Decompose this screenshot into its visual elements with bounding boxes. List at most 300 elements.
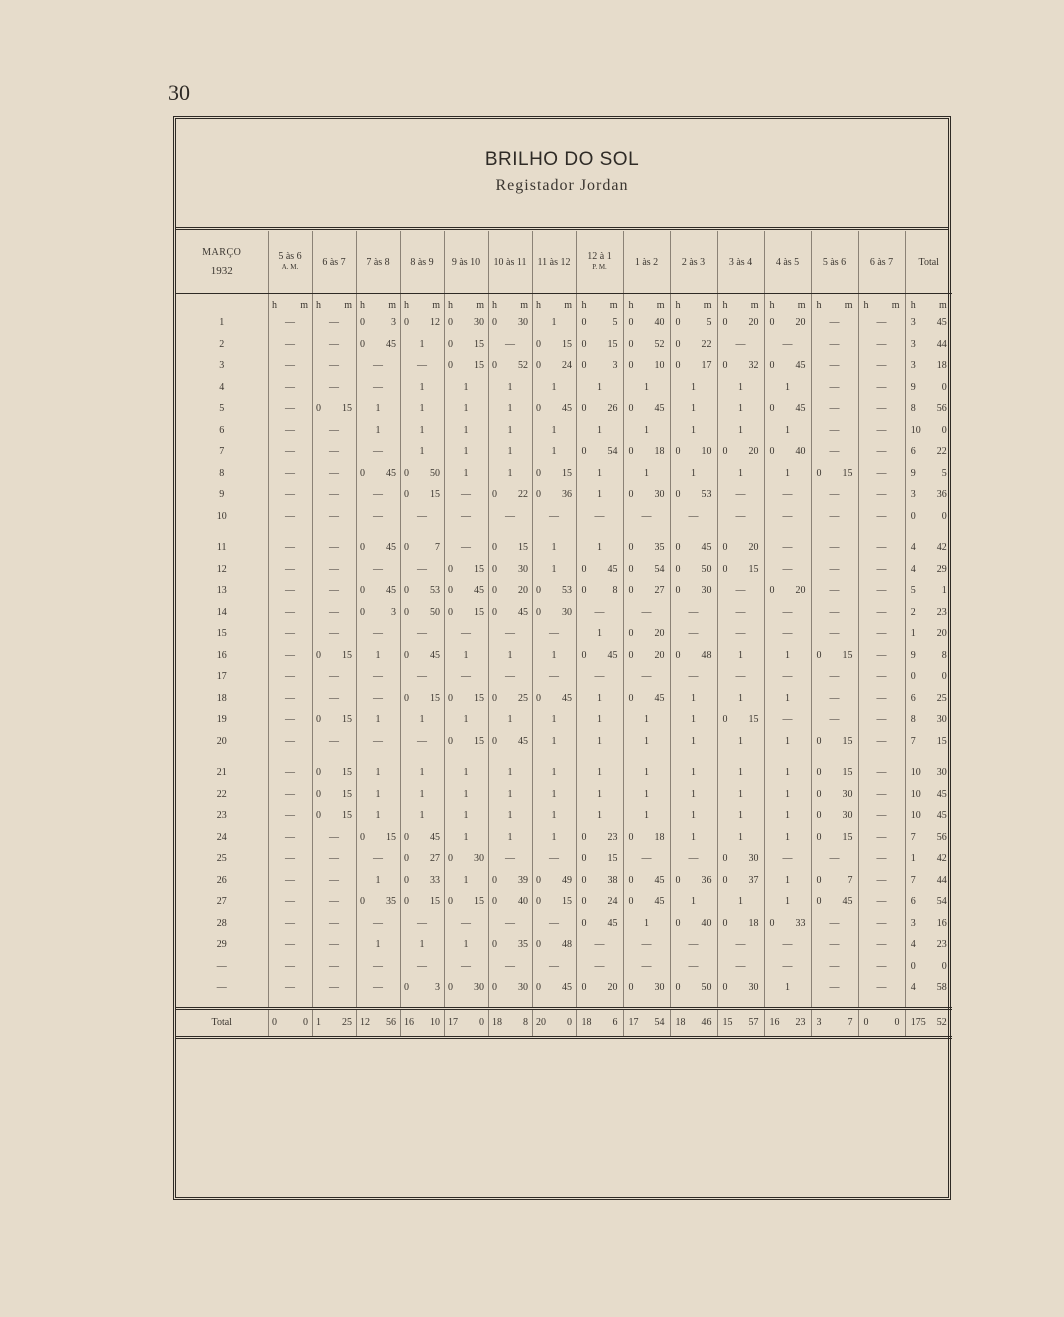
am-label: A. M.	[281, 263, 299, 271]
gap-cell	[858, 752, 905, 762]
hm-value	[909, 489, 949, 500]
hm-value	[270, 1017, 310, 1028]
hour-cell	[764, 580, 811, 602]
hours: 0	[404, 692, 409, 704]
hours: 0	[722, 360, 728, 372]
minutes: 53	[701, 489, 712, 501]
hours: 0	[448, 735, 453, 747]
total-cell	[717, 1008, 764, 1037]
units-cell	[717, 294, 764, 313]
hour-cell	[532, 398, 576, 420]
hour-cell: 1	[400, 420, 444, 442]
hours: 0	[360, 585, 365, 597]
hour-cell	[764, 441, 811, 463]
hours: 5	[910, 585, 916, 597]
hm-units	[358, 300, 398, 311]
hour-cell: 1	[764, 762, 811, 784]
hour-cell: —	[811, 377, 858, 399]
hour-cell: —	[858, 559, 905, 581]
row-total	[905, 827, 952, 849]
hour-cell	[764, 312, 811, 334]
minutes: 24	[607, 896, 618, 908]
minutes: 50	[701, 563, 712, 575]
hours: 0	[448, 853, 453, 865]
hm-value	[674, 875, 714, 886]
hm-value	[627, 446, 667, 457]
hour-cell: —	[268, 377, 312, 399]
minutes: 8	[941, 649, 947, 661]
hour-cell: —	[312, 827, 356, 849]
hour-cell: 1	[623, 784, 670, 806]
minutes: 56	[936, 403, 947, 415]
hours: 0	[581, 649, 587, 661]
minutes: 27	[430, 853, 440, 865]
hour-cell: —	[623, 506, 670, 528]
hour-cell: —	[532, 956, 576, 978]
units-cell	[532, 294, 576, 313]
minutes: 45	[936, 317, 947, 329]
hm-value	[721, 542, 761, 553]
hour-cell: —	[670, 506, 717, 528]
total-cell	[444, 1008, 488, 1037]
hour-cell	[488, 891, 532, 913]
hour-cell: —	[268, 731, 312, 753]
row-total	[905, 645, 952, 667]
hour-cell: 1	[576, 537, 623, 559]
hm-value	[721, 317, 761, 328]
hour-cell: —	[764, 506, 811, 528]
hour-cell	[532, 463, 576, 485]
hm-value	[490, 360, 530, 371]
hm-value	[446, 853, 486, 864]
hour-cell: 1	[623, 463, 670, 485]
minutes: 30	[474, 982, 484, 994]
hour-cell: —	[312, 891, 356, 913]
hour-cell: 1	[488, 805, 532, 827]
hm-value	[534, 468, 574, 479]
hour-cell: —	[858, 848, 905, 870]
hour-cell	[356, 827, 400, 849]
hour-cell: —	[717, 934, 764, 956]
spacer-cell	[444, 999, 488, 1009]
hours: 0	[675, 563, 681, 575]
day-label: 16	[216, 649, 227, 661]
hm-value	[534, 360, 574, 371]
hour-cell: —	[532, 666, 576, 688]
hour-cell: —	[858, 355, 905, 377]
hour-cell: —	[764, 559, 811, 581]
hm-value	[402, 832, 442, 843]
table-row	[176, 506, 952, 528]
hour-cell	[623, 355, 670, 377]
hour-cell	[670, 312, 717, 334]
hm-value	[314, 1017, 354, 1028]
hour-cell	[811, 645, 858, 667]
unit-m: m	[938, 299, 947, 311]
hm-value	[402, 542, 442, 553]
row-total	[905, 688, 952, 710]
hm-value	[314, 810, 354, 821]
hm-value	[768, 918, 808, 929]
hm-value	[909, 317, 949, 328]
hm-value	[580, 982, 620, 993]
table-row	[176, 784, 952, 806]
minutes: 15	[342, 788, 352, 800]
hour-cell: 1	[717, 398, 764, 420]
minutes: 17	[701, 360, 712, 372]
hours: 0	[722, 317, 728, 329]
hour-cell: —	[312, 420, 356, 442]
hour-cell: —	[312, 934, 356, 956]
hour-cell: —	[400, 559, 444, 581]
hour-cell: —	[488, 913, 532, 935]
minutes: 45	[795, 403, 806, 415]
col-header	[576, 231, 623, 294]
hour-cell: 1	[444, 441, 488, 463]
hour-cell: —	[312, 506, 356, 528]
units-cell	[312, 294, 356, 313]
total-cell	[356, 1008, 400, 1037]
minutes: 15	[607, 338, 618, 350]
hm-value	[534, 489, 574, 500]
hm-units	[862, 300, 902, 311]
hour-cell	[764, 355, 811, 377]
hour-cell: 1	[717, 805, 764, 827]
minutes: 15	[474, 896, 484, 908]
hm-value	[580, 875, 620, 886]
hour-cell: 1	[400, 784, 444, 806]
hour-cell: —	[811, 688, 858, 710]
minutes: 15	[518, 542, 528, 554]
hours: 0	[628, 446, 634, 458]
spacer-cell	[764, 999, 811, 1009]
minutes: 10	[654, 360, 665, 372]
hour-cell: —	[268, 334, 312, 356]
day-label: 12	[216, 563, 227, 575]
gap-cell	[400, 752, 444, 762]
hours: 0	[581, 563, 587, 575]
hour-cell	[356, 312, 400, 334]
hm-value	[815, 468, 855, 479]
hour-cell	[312, 784, 356, 806]
hour-cell: —	[268, 666, 312, 688]
hours: 0	[628, 403, 634, 415]
hour-cell	[312, 645, 356, 667]
hour-cell: 1	[532, 784, 576, 806]
col-header: 3 às 4	[717, 231, 764, 294]
hours: 0	[492, 874, 497, 886]
hm-value	[490, 939, 530, 950]
hour-cell	[444, 559, 488, 581]
minutes: 30	[936, 714, 947, 726]
spacer-cell	[670, 999, 717, 1009]
gap-cell	[176, 527, 268, 537]
hours: 9	[910, 649, 916, 661]
minutes: 24	[562, 360, 572, 372]
hm-value	[314, 789, 354, 800]
hm-units	[402, 300, 442, 311]
day-label: 13	[216, 585, 227, 597]
hm-value	[909, 403, 949, 414]
hours: 0	[722, 446, 728, 458]
hm-value	[490, 607, 530, 618]
hours: 0	[448, 563, 453, 575]
hour-cell: —	[356, 956, 400, 978]
unit-h: h	[675, 299, 681, 311]
units-cell	[764, 294, 811, 313]
day-label: 25	[216, 853, 227, 865]
hour-cell: —	[576, 602, 623, 624]
hm-value	[721, 564, 761, 575]
minutes: 5	[612, 317, 618, 329]
hour-cell: —	[356, 688, 400, 710]
minutes: 25	[518, 692, 528, 704]
unit-m: m	[891, 299, 900, 311]
gap-cell	[400, 527, 444, 537]
hm-value	[314, 714, 354, 725]
hour-cell: —	[400, 956, 444, 978]
hour-cell: 1	[670, 827, 717, 849]
hour-cell: —	[811, 537, 858, 559]
gap-cell	[623, 752, 670, 762]
table-row	[176, 420, 952, 442]
hm-value	[358, 585, 398, 596]
minutes: 45	[430, 831, 440, 843]
hours: 0	[581, 317, 587, 329]
hm-value	[446, 585, 486, 596]
hm-value	[909, 736, 949, 747]
minutes: 50	[701, 982, 712, 994]
hour-cell: 1	[356, 784, 400, 806]
hour-cell: —	[356, 441, 400, 463]
total-cell	[576, 1008, 623, 1037]
hour-cell: —	[858, 913, 905, 935]
hours: 0	[536, 606, 541, 618]
gap-cell	[488, 752, 532, 762]
hour-cell: 1	[444, 398, 488, 420]
hours: 7	[910, 831, 916, 843]
hm-value	[580, 832, 620, 843]
table-row	[176, 891, 952, 913]
hour-cell: —	[268, 506, 312, 528]
hour-cell: —	[858, 645, 905, 667]
hour-cell: 1	[670, 398, 717, 420]
hours: 0	[492, 489, 497, 501]
hour-cell	[532, 688, 576, 710]
hm-value	[721, 714, 761, 725]
hour-cell	[670, 870, 717, 892]
day-label: 2	[219, 338, 225, 350]
minutes: 7	[847, 874, 853, 886]
hours: 0	[816, 896, 822, 908]
gap-cell	[764, 527, 811, 537]
unit-m: m	[656, 299, 665, 311]
hour-cell: 1	[764, 688, 811, 710]
hours: 0	[360, 831, 365, 843]
minutes: 52	[654, 338, 665, 350]
hm-value	[674, 317, 714, 328]
hm-value	[490, 875, 530, 886]
hours: 7	[910, 874, 916, 886]
hour-cell: —	[858, 484, 905, 506]
total-cell	[400, 1008, 444, 1037]
hours: 0	[492, 360, 497, 372]
hour-cell: —	[717, 580, 764, 602]
units-cell	[576, 294, 623, 313]
row-total	[905, 441, 952, 463]
minutes: 27	[654, 585, 665, 597]
hours: 7	[910, 735, 916, 747]
gap-cell	[268, 752, 312, 762]
hm-value	[402, 650, 442, 661]
hour-cell	[717, 559, 764, 581]
hour-cell: —	[764, 666, 811, 688]
minutes: 54	[654, 563, 665, 575]
table-row	[176, 602, 952, 624]
hour-cell: —	[356, 355, 400, 377]
day-label: 1	[219, 317, 225, 329]
hours: 0	[448, 338, 453, 350]
col-header: 1 às 2	[623, 231, 670, 294]
minutes: 15	[474, 360, 484, 372]
hm-value	[580, 360, 620, 371]
minutes: 23	[795, 1017, 806, 1028]
hour-cell: —	[717, 506, 764, 528]
hour-cell: —	[356, 484, 400, 506]
hours: 0	[816, 874, 822, 886]
hours: 0	[816, 831, 822, 843]
hm-value	[768, 1017, 808, 1028]
units-cell	[858, 294, 905, 313]
hm-value	[580, 1017, 620, 1028]
minutes: 48	[562, 939, 572, 951]
hour-cell: —	[268, 891, 312, 913]
minutes: 15	[748, 714, 759, 726]
hm-value	[534, 585, 574, 596]
hm-value	[627, 564, 667, 575]
hours: 0	[769, 585, 775, 597]
row-total	[905, 956, 952, 978]
hours: 1	[316, 1017, 321, 1028]
spacer-cell	[356, 999, 400, 1009]
hour-cell: —	[858, 784, 905, 806]
month-label: MARÇO	[202, 247, 242, 258]
hour-cell: 1	[623, 762, 670, 784]
hour-cell: —	[811, 441, 858, 463]
hm-value	[446, 607, 486, 618]
row-total	[905, 420, 952, 442]
day-label: 28	[216, 917, 227, 929]
hour-cell: —	[811, 709, 858, 731]
hour-cell	[811, 891, 858, 913]
minutes: 22	[518, 489, 528, 501]
hour-cell	[576, 977, 623, 999]
day-label: 15	[216, 628, 227, 640]
hour-cell: —	[858, 827, 905, 849]
minutes: 30	[748, 982, 759, 994]
hour-cell: —	[312, 463, 356, 485]
hour-cell: —	[764, 334, 811, 356]
minutes: 23	[936, 939, 947, 951]
hour-cell: 1	[764, 870, 811, 892]
hours: 0	[722, 853, 728, 865]
hours: 0	[722, 542, 728, 554]
hm-value	[909, 918, 949, 929]
hour-cell	[576, 870, 623, 892]
hours: 0	[581, 446, 587, 458]
hours: 0	[581, 874, 587, 886]
hour-cell	[576, 848, 623, 870]
hour-cell: —	[312, 666, 356, 688]
table-row	[176, 762, 952, 784]
gap-cell	[312, 752, 356, 762]
hour-cell: —	[717, 484, 764, 506]
hm-units	[909, 300, 949, 311]
hm-value	[358, 1017, 398, 1028]
minutes: 45	[386, 585, 396, 597]
hour-cell	[717, 709, 764, 731]
hour-cell: —	[811, 559, 858, 581]
day-label: 9	[219, 489, 225, 501]
hour-cell: 1	[576, 709, 623, 731]
minutes: 15	[842, 767, 853, 779]
hour-cell	[400, 891, 444, 913]
hours: 16	[404, 1017, 414, 1028]
hour-cell: —	[811, 506, 858, 528]
hour-cell: 1	[356, 805, 400, 827]
hour-cell	[488, 934, 532, 956]
minutes: 20	[748, 446, 759, 458]
hm-value	[909, 693, 949, 704]
minutes: 48	[701, 649, 712, 661]
hour-cell: —	[623, 602, 670, 624]
hour-cell: —	[356, 506, 400, 528]
minutes: 15	[474, 563, 484, 575]
hm-value	[358, 896, 398, 907]
hours: 0	[404, 467, 409, 479]
hour-cell: —	[312, 602, 356, 624]
hm-value	[402, 468, 442, 479]
hour-cell: —	[623, 934, 670, 956]
hour-cell: 1	[488, 762, 532, 784]
minutes: 37	[748, 874, 759, 886]
hour-cell	[400, 827, 444, 849]
minutes: 45	[562, 403, 572, 415]
row-total	[905, 398, 952, 420]
total-label: Total	[176, 1008, 268, 1037]
hours: 0	[675, 317, 681, 329]
minutes: 45	[654, 896, 665, 908]
hour-cell: —	[858, 377, 905, 399]
hours: 0	[581, 403, 587, 415]
hour-cell: 1	[532, 420, 576, 442]
hours: 0	[492, 939, 497, 951]
row-total	[905, 870, 952, 892]
hour-cell: —	[488, 956, 532, 978]
hour-cell: 1	[532, 377, 576, 399]
hour-cell: 1	[576, 762, 623, 784]
minutes: 18	[654, 446, 665, 458]
hm-value	[314, 403, 354, 414]
hours: 0	[536, 338, 541, 350]
hour-cell: 1	[576, 484, 623, 506]
minutes: 45	[562, 692, 572, 704]
minutes: 15	[342, 649, 352, 661]
spacer-cell	[858, 999, 905, 1009]
hm-value	[580, 339, 620, 350]
hm-value	[534, 1017, 574, 1028]
hours: 0	[769, 917, 775, 929]
